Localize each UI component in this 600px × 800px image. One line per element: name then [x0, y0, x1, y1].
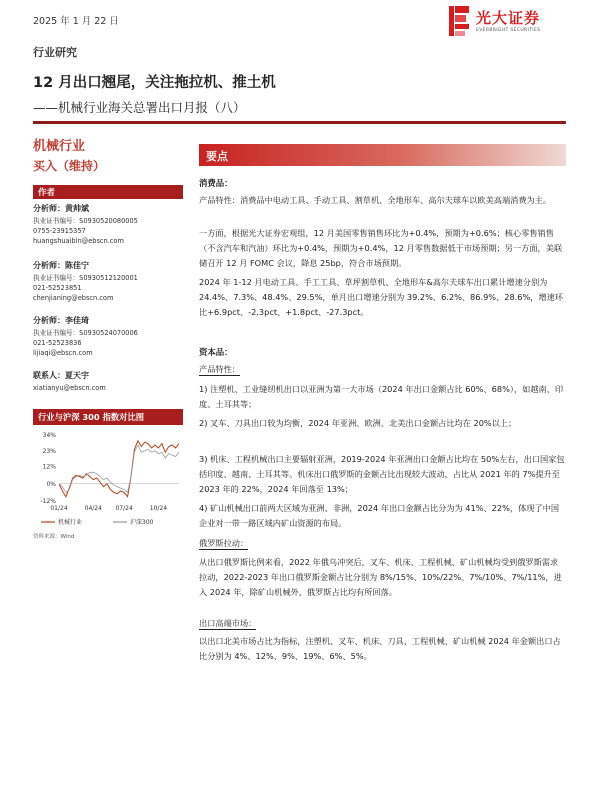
capital-features-title: 产品特性： [199, 364, 240, 374]
x-tick-label: 07/24 [115, 505, 133, 512]
authors-header [33, 185, 183, 199]
y-tick-label: 12% [42, 463, 56, 471]
report-date: 2025 年 1 月 22 日 [33, 16, 119, 27]
y-tick-label: -12% [40, 498, 56, 505]
x-tick-label: 10/24 [149, 505, 168, 512]
x-tick-label: 04/24 [84, 505, 102, 512]
capital-point: 4) 矿山机械出口前两大区域为亚洲、非洲，2024 年出口金额占比分为为 41%、22%，体现了中国企业对一带一路区域内矿山资源的布局。 [199, 503, 560, 528]
analyst-email[interactable]: lijiaqi@ebscn.com [33, 349, 93, 357]
y-tick-label: 0% [46, 480, 56, 488]
chart-header [33, 409, 183, 425]
russia-section-title: 俄罗斯拉动： [199, 538, 249, 548]
y-tick-label: 34% [42, 432, 56, 439]
legend-label: 机械行业 [58, 519, 83, 526]
contact-name: 联系人：夏天宇 [33, 371, 89, 380]
header-divider [33, 121, 566, 124]
authors-header-label: 作者 [38, 188, 56, 198]
analyst-card [33, 315, 193, 358]
analyst-email[interactable]: chenjianing@ebscn.com [33, 294, 114, 302]
analyst-phone: 021-52523836 [33, 339, 82, 347]
capital-point: 3) 机床、工程机械出口主要辐射亚洲，2019-2024 年亚洲出口金额占比均在 50%左右，出口国家包括印度、越南、土耳其等。机床出口俄罗斯的金额占比出现较大波动，占比从 2021 年的 7%提升至 2023 年的 22%，2024 年回落至 13%； [199, 454, 565, 494]
contact-card [33, 370, 193, 393]
analyst-card [33, 203, 193, 246]
analyst-license: 执业证书编号：S0930524070006 [33, 329, 138, 337]
contact-email[interactable]: xiatianyu@ebscn.com [33, 384, 106, 392]
analyst-name: 分析师：李佳琦 [33, 316, 89, 325]
consumer-features: 产品特性：消费品中电动工具、手动工具、割草机、全地形车、高尔夫球车以欧美高端消费为主。 [199, 195, 552, 205]
highend-section-title: 出口高端市场： [199, 618, 257, 628]
keypoints-header [199, 144, 566, 166]
logo-mark-icon [449, 6, 471, 36]
consumer-macro: 一方面，根据光大证券宏观组，12 月美国零售销售环比为+0.4%，预期为+0.6%；核心零售销售（不含汽车和汽油）环比为+0.4%，预期为+0.4%，12 月零售数据低于市场预期；另一方面，美联储召开 12 月 FOMC 会议，降息 25bp，符合市场预期。 [199, 228, 563, 268]
chart-title: 行业与沪深 300 指数对比图 [38, 412, 145, 422]
series-line [59, 441, 179, 497]
company-logo [449, 6, 569, 40]
russia-text: 从出口俄罗斯比例来看，2022 年俄乌冲突后，叉车、机床、工程机械、矿山机械均受到俄罗斯需求拉动，2022-2023 年出口俄罗斯金额占比分别为 8%/15%、10%/22%、7%/10%、7%/11%，进入 2024 年，除矿山机械外，俄罗斯占比均有所回落。 [199, 557, 562, 597]
logo-text-en: EVERBRIGHT SECURITIES [476, 28, 541, 33]
report-category: 行业研究 [33, 46, 77, 59]
index-comparison-chart [33, 427, 183, 532]
analyst-name: 分析师：黄帅斌 [33, 204, 89, 213]
highend-text: 以出口北美市场占比为指标，注塑机、叉车、机床、刀具、工程机械、矿山机械 2024 年金额出口占比分别为 4%、12%、9%、19%、6%、5%。 [199, 636, 561, 661]
analyst-phone: 021-52523851 [33, 284, 82, 292]
analyst-license: 执业证书编号：S0930512120001 [33, 274, 138, 282]
capital-point: 2) 叉车、刀具出口较为均衡，2024 年亚洲、欧洲、北美出口金额占比均在 20%以上； [199, 418, 517, 428]
analyst-email[interactable]: huangshuaibin@ebscn.com [33, 237, 124, 245]
investment-rating: 买入（维持） [33, 159, 106, 173]
report-title: 12 月出口翘尾，关注拖拉机、推土机 [33, 75, 276, 91]
y-tick-label: 23% [42, 447, 56, 455]
capital-point: 1) 注塑机、工业缝纫机出口以亚洲为第一大市场（2024 年出口金额占比 60%、68%），如越南、印度、土耳其等； [199, 384, 564, 409]
legend-label: 沪深300 [130, 519, 154, 526]
report-subtitle: ——机械行业海关总署出口月报（八） [33, 100, 246, 115]
analyst-license: 执业证书编号：S0930520080005 [33, 217, 138, 225]
analyst-phone: 0755-23915357 [33, 227, 86, 235]
logo-text-cn: 光大证券 [476, 9, 541, 27]
sector-name: 机械行业 [33, 139, 86, 154]
analyst-card [33, 260, 193, 303]
series-line [59, 445, 179, 492]
x-tick-label: 01/24 [50, 505, 68, 512]
consumer-section-title: 消费品： [199, 178, 233, 188]
analyst-name: 分析师：陈佳宁 [33, 261, 89, 270]
keypoints-header-label: 要点 [206, 150, 228, 163]
capital-section-title: 资本品： [199, 347, 233, 357]
chart-source: 资料来源：Wind [33, 534, 75, 540]
consumer-data: 2024 年 1-12 月电动工具、手工工具、草坪割草机、全地形车&高尔夫球车出口累计增速分别为 24.4%、7.3%、48.4%、29.5%，单月出口增速分别为 39.2%、6.2%、86.9%、28.6%，增速环比+6.9pct、-2.3pct、+1.8pct、-27.3pct。 [199, 277, 564, 317]
